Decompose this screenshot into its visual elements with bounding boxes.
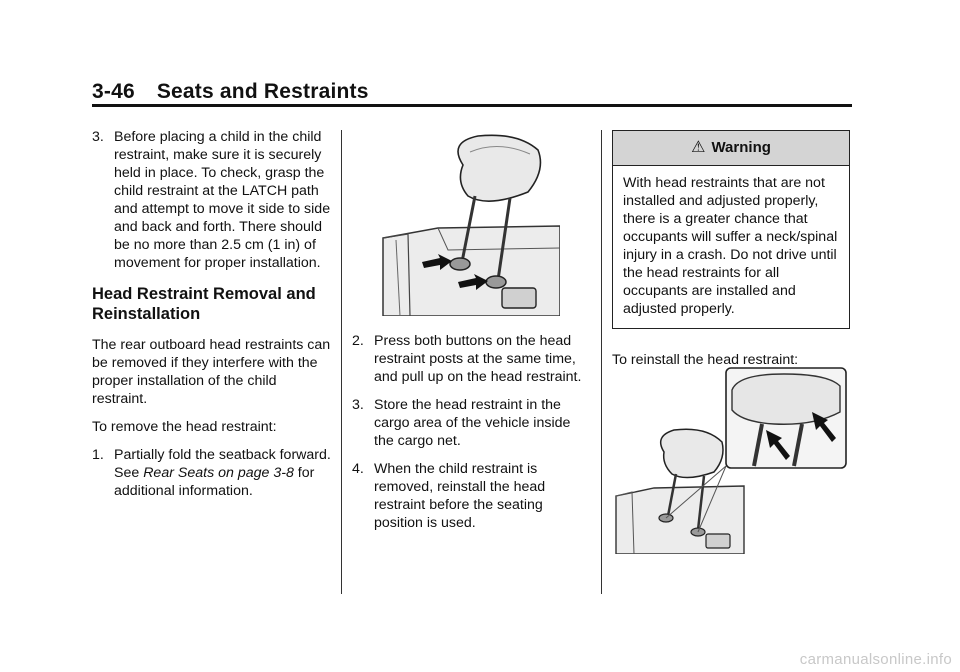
warning-box [612,130,850,329]
step-text: Press both buttons on the head restraint posts at the same time, and pull up on the head restraint. [374,333,582,385]
warning-icon: ⚠ [691,139,706,156]
step-text [114,446,332,500]
step-number: 1. [92,447,104,463]
step-text: Store the head restraint in the cargo area of the vehicle inside the cargo net. [374,397,571,449]
warning-title: Warning [711,139,771,156]
warning-text: With head restraints that are not installed and adjusted properly, there is a greater chance that occupants will suffer a neck/spinal injury in a crash. Do not drive until the head restraints for all occupants are installed and adjusted properly. [623,175,838,317]
column-divider-1 [341,130,342,594]
page-title [92,80,852,104]
step-number: 3. [352,397,364,413]
step-1 [92,446,332,500]
head-restraint-removal-illustration [378,130,560,316]
watermark: carmanualsonline.info [799,651,952,668]
step-number: 3. [92,129,104,145]
reinstall-intro: To reinstall the head restraint: [612,352,799,368]
column-1 [92,128,332,510]
column-2 [352,332,592,542]
cross-reference-link[interactable]: Rear Seats on page 3-8 [143,465,294,481]
step-number: 2. [352,333,364,349]
warning-header [613,131,849,166]
column-3 [612,130,850,379]
step-2 [352,332,592,386]
step-number: 4. [352,461,364,477]
step-text-post: for additional information. [114,465,315,499]
section-heading: Head Restraint Removal and Reinstallation [92,285,316,323]
step-3 [92,128,332,272]
page-number: 3-46 [92,80,135,103]
section-title: Seats and Restraints [156,80,369,103]
step-text: Before placing a child in the child restraint, make sure it is securely held in place. To check, grasp the child restraint at the LATCH path and attempt to move it side to side and back and forth. There should be no more than 2.5 cm (1 in) of movement for proper installation. [114,129,331,271]
intro-paragraph: The rear outboard head restraints can be removed if they interfere with the proper installation of the child restraint. [92,337,331,407]
page-header [92,80,852,104]
column-divider-2 [601,130,602,594]
step-3-store [352,396,592,450]
header-rule [92,104,852,107]
step-4 [352,460,592,532]
remove-intro: To remove the head restraint: [92,419,277,435]
step-text: When the child restraint is removed, reinstall the head restraint before the seating position is used. [374,461,546,531]
step-text-pre: Partially fold the seatback forward. See [114,447,331,481]
head-restraint-reinstall-illustration [614,366,848,554]
